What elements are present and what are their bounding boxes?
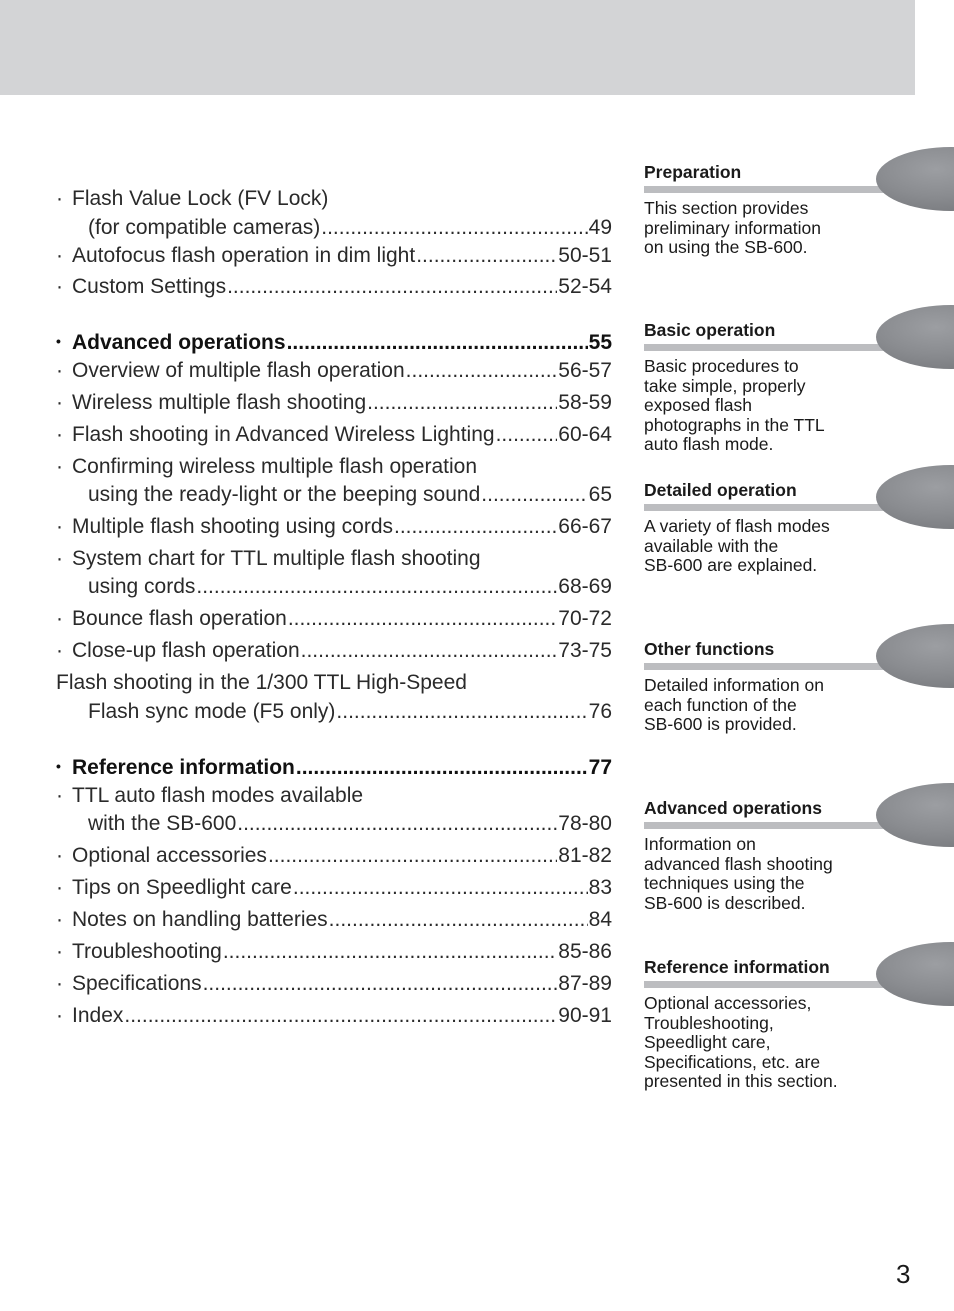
toc-leader	[296, 754, 588, 782]
toc-leader	[336, 698, 587, 726]
toc-page-number: 87-89	[558, 972, 612, 995]
toc-leader	[237, 810, 557, 838]
toc-leader	[301, 637, 558, 665]
toc-bullet: ·	[56, 275, 63, 298]
toc-page-number: 58-59	[558, 391, 612, 414]
toc-page-number: 55	[588, 331, 612, 354]
section-basic-operation[interactable]	[644, 319, 954, 455]
section-title: Basic operation	[644, 320, 776, 340]
section-tab-icon[interactable]	[876, 305, 954, 369]
toc-entry[interactable]	[56, 357, 612, 385]
toc-entry-title: Flash shooting in Advanced Wireless Lighting	[72, 423, 495, 446]
toc-entry[interactable]	[56, 545, 612, 573]
toc-section-heading[interactable]	[56, 754, 612, 782]
section-tab-icon[interactable]	[876, 624, 954, 688]
toc-entry[interactable]	[56, 782, 612, 810]
section-description-line: techniques using the	[644, 873, 805, 894]
section-description-line: exposed flash	[644, 395, 752, 416]
toc-entry-title: Flash sync mode (F5 only)	[88, 700, 336, 723]
toc-page-number: 78-80	[558, 812, 612, 835]
section-title: Other functions	[644, 639, 775, 659]
toc-entry-title: Bounce flash operation	[72, 607, 287, 630]
toc-leader	[203, 970, 558, 998]
toc-entry-title: Confirming wireless multiple flash operation	[72, 455, 478, 478]
toc-bullet: ·	[56, 940, 63, 963]
toc-entry[interactable]	[56, 573, 612, 601]
section-description-line: preliminary information	[644, 217, 822, 238]
toc-bullet: ·	[56, 908, 63, 931]
toc-bullet: ·	[56, 515, 63, 538]
section-tab-icon[interactable]	[876, 465, 954, 529]
toc-leader	[288, 605, 557, 633]
section-divider	[644, 186, 884, 193]
toc-entry-title: (for compatible cameras)	[88, 216, 321, 239]
section-description-line: Specifications, etc. are	[644, 1051, 821, 1072]
toc-entry-title: using the ready-light or the beeping sound	[88, 483, 481, 506]
toc-bullet: ·	[56, 1004, 63, 1027]
section-title: Preparation	[644, 162, 742, 182]
section-other-functions[interactable]	[644, 638, 954, 735]
toc-entry-title: Troubleshooting	[72, 940, 222, 963]
section-description-line: presented in this section.	[644, 1071, 838, 1092]
section-description-line: SB-600 are explained.	[644, 555, 818, 576]
section-description	[644, 199, 866, 258]
section-description-line: Basic procedures to	[644, 356, 799, 376]
toc-bullet: •	[56, 758, 61, 774]
section-divider	[644, 504, 884, 511]
section-tab-icon[interactable]	[876, 942, 954, 1006]
toc-page-number: 83	[588, 876, 612, 899]
toc-page-number: 90-91	[558, 1004, 612, 1027]
toc-entry-title: Index	[72, 1004, 124, 1027]
toc-page-number: 49	[588, 216, 612, 239]
toc-bullet: ·	[56, 187, 63, 210]
toc-entry[interactable]	[56, 938, 612, 966]
toc-entry-title: using cords	[88, 575, 196, 598]
section-description-line: Troubleshooting,	[644, 1012, 774, 1033]
section-description-line: This section provides	[644, 198, 809, 218]
toc-entry[interactable]	[56, 810, 612, 838]
section-description-line: A variety of flash modes	[644, 516, 830, 536]
toc-leader	[223, 938, 557, 966]
toc-bullet: ·	[56, 423, 63, 446]
toc-page-number: 76	[588, 700, 612, 723]
toc-entry[interactable]	[56, 874, 612, 902]
section-title: Reference information	[644, 957, 830, 977]
toc-bullet: ·	[56, 639, 63, 662]
section-description	[644, 357, 866, 455]
toc-leader	[367, 389, 557, 417]
toc-page-number: 65	[588, 483, 612, 506]
toc-section-heading[interactable]	[56, 329, 612, 357]
toc-page-number: 50-51	[558, 244, 612, 267]
toc-leader	[321, 214, 587, 242]
toc-entry[interactable]	[56, 698, 612, 726]
section-description-line: SB-600 is described.	[644, 892, 806, 913]
toc-entry[interactable]	[56, 242, 612, 270]
toc-entry[interactable]	[56, 185, 612, 213]
toc-entry-title: Custom Settings	[72, 275, 227, 298]
toc-entry-title: Multiple flash shooting using cords	[72, 515, 394, 538]
toc-entry[interactable]	[56, 669, 612, 697]
toc-bullet: ·	[56, 844, 63, 867]
toc-entry-title: with the SB-600	[88, 812, 237, 835]
section-tab-icon[interactable]	[876, 147, 954, 211]
toc-entry-title: Tips on Speedlight care	[72, 876, 292, 899]
section-reference-information[interactable]	[644, 956, 954, 1092]
toc-bullet: ·	[56, 972, 63, 995]
toc-entry[interactable]	[56, 513, 612, 541]
toc-entry-title: Close-up flash operation	[72, 639, 300, 662]
section-description	[644, 994, 866, 1092]
toc-entry-title: Notes on handling batteries	[72, 908, 328, 931]
section-description	[644, 835, 866, 913]
toc-entry-title: Overview of multiple flash operation	[72, 359, 405, 382]
toc-page-number: 56-57	[558, 359, 612, 382]
section-description-line: on using the SB-600.	[644, 237, 808, 258]
toc-leader	[124, 1002, 557, 1030]
toc-page-number: 66-67	[558, 515, 612, 538]
toc-entry-title: Specifications	[72, 972, 202, 995]
toc-bullet: ·	[56, 607, 63, 630]
toc-bullet: ·	[56, 455, 63, 478]
top-banner	[0, 0, 915, 95]
toc-page-number: 77	[588, 756, 612, 779]
toc-bullet: ·	[56, 784, 63, 807]
section-description	[644, 676, 866, 735]
section-description-line: Information on	[644, 834, 756, 854]
toc-page-number: 84	[588, 908, 612, 931]
toc-leader	[496, 421, 558, 449]
toc-entry[interactable]	[56, 1002, 612, 1030]
section-title: Advanced operations	[644, 798, 822, 818]
section-detailed-operation[interactable]	[644, 479, 954, 576]
toc-leader	[481, 481, 587, 509]
toc-entry[interactable]	[56, 421, 612, 449]
toc-bullet: ·	[56, 391, 63, 414]
section-description-line: each function of the	[644, 694, 797, 715]
toc-page-number: 85-86	[558, 940, 612, 963]
section-advanced-operations[interactable]	[644, 797, 954, 913]
toc-entry-title: TTL auto flash modes available	[72, 784, 364, 807]
toc-entry[interactable]	[56, 481, 612, 509]
toc-bullet: ·	[56, 547, 63, 570]
page-number: 3	[896, 1259, 911, 1289]
toc-page-number: 70-72	[558, 607, 612, 630]
section-description-line: Optional accessories,	[644, 993, 812, 1013]
toc-entry[interactable]	[56, 214, 612, 242]
toc-page-number: 60-64	[558, 423, 612, 446]
toc-leader	[287, 329, 588, 357]
toc-entry-title: System chart for TTL multiple flash shooting	[72, 547, 481, 570]
toc-entry-title: Flash shooting in the 1/300 TTL High-Speed	[56, 671, 467, 694]
toc-leader	[227, 273, 557, 301]
toc-entry-title: Autofocus flash operation in dim light	[72, 244, 416, 267]
toc-entry-title: Optional accessories	[72, 844, 267, 867]
toc-entry-title: Wireless multiple flash shooting	[72, 391, 367, 414]
toc-entry[interactable]	[56, 906, 612, 934]
section-divider	[644, 663, 884, 670]
toc-bullet: ·	[56, 359, 63, 382]
toc-bullet: •	[56, 333, 61, 349]
toc-entry-title: Advanced operations	[72, 331, 286, 354]
toc-page-number: 68-69	[558, 575, 612, 598]
section-divider	[644, 981, 884, 988]
section-title: Detailed operation	[644, 480, 797, 500]
section-description-line: Detailed information on	[644, 675, 824, 695]
toc-entry[interactable]	[56, 273, 612, 301]
toc-leader	[329, 906, 588, 934]
section-description-line: SB-600 is provided.	[644, 714, 797, 735]
toc-leader	[406, 357, 558, 385]
toc-page-number: 73-75	[558, 639, 612, 662]
toc-leader	[268, 842, 557, 870]
toc-bullet: ·	[56, 244, 63, 267]
toc-entry-title: Reference information	[72, 756, 295, 779]
toc-entry[interactable]	[56, 842, 612, 870]
toc-leader	[196, 573, 557, 601]
section-description-line: take simple, properly	[644, 375, 806, 396]
toc-leader	[416, 242, 557, 270]
section-divider	[644, 344, 884, 351]
section-preparation[interactable]	[644, 161, 954, 258]
toc-entry[interactable]	[56, 389, 612, 417]
section-description-line: Speedlight care,	[644, 1032, 771, 1053]
section-description-line: available with the	[644, 535, 779, 556]
toc-entry[interactable]	[56, 637, 612, 665]
toc-entry[interactable]	[56, 605, 612, 633]
section-description-line: auto flash mode.	[644, 434, 774, 455]
section-divider	[644, 822, 884, 829]
section-tab-icon[interactable]	[876, 783, 954, 847]
section-description-line: advanced flash shooting	[644, 853, 833, 874]
toc-entry-title: Flash Value Lock (FV Lock)	[72, 187, 329, 210]
toc-page-number: 81-82	[558, 844, 612, 867]
section-description	[644, 517, 866, 576]
toc-entry[interactable]	[56, 453, 612, 481]
toc-bullet: ·	[56, 876, 63, 899]
toc-leader	[293, 874, 588, 902]
toc-leader	[394, 513, 557, 541]
section-description-line: photographs in the TTL	[644, 414, 825, 435]
toc-page-number: 52-54	[558, 275, 612, 298]
toc-entry[interactable]	[56, 970, 612, 998]
